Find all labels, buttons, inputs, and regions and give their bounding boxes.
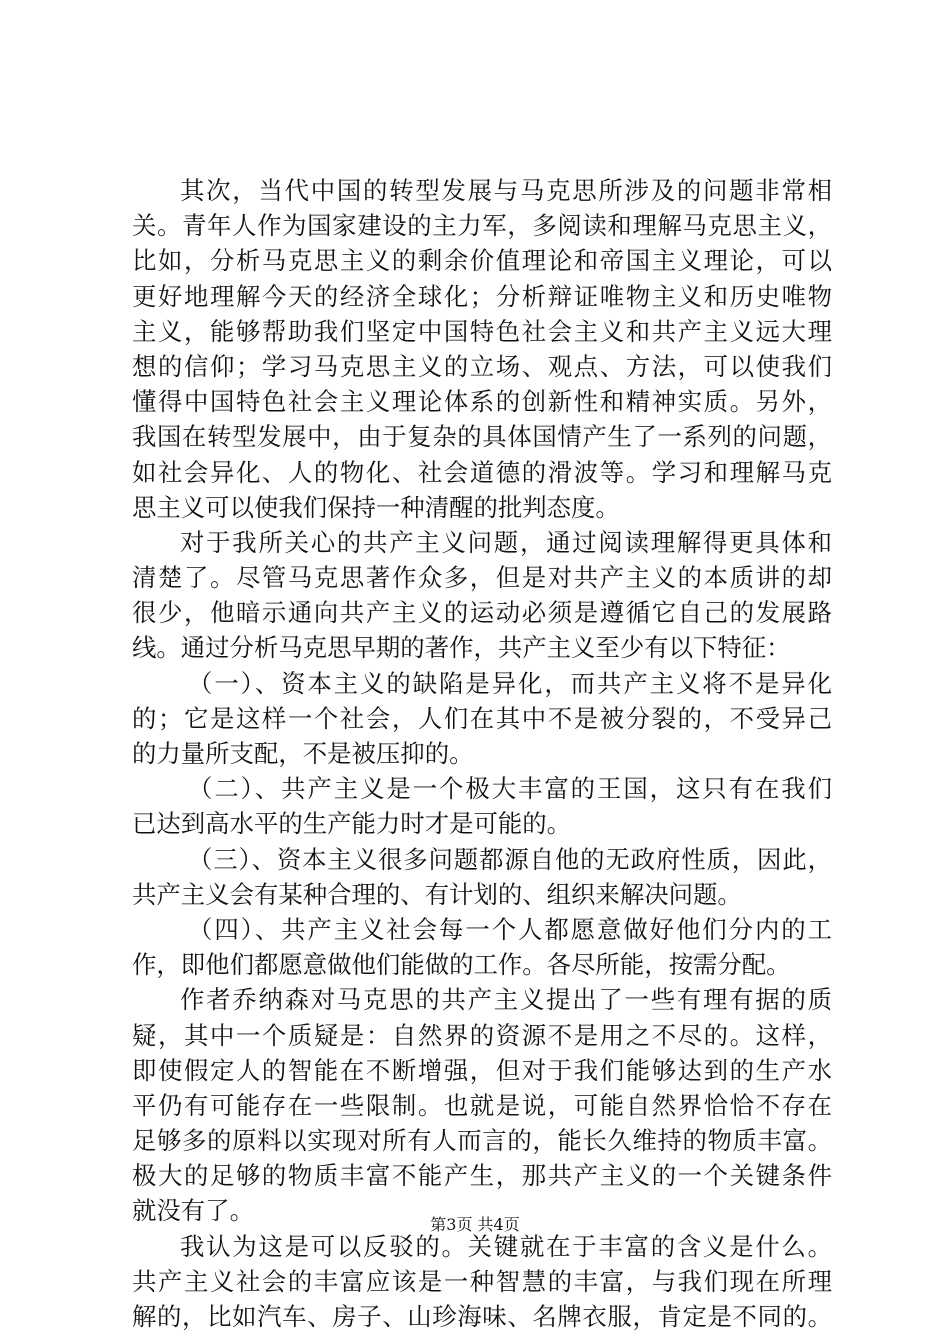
text-line: 即使假定人的智能在不断增强，但对于我们能够达到的生产水 (132, 1055, 832, 1085)
page-number-footer: 第3页 共4页 (430, 1215, 520, 1234)
text-line: 的；它是这样一个社会，人们在其中不是被分裂的，不受异己 (132, 703, 832, 733)
text-line: 我认为这是可以反驳的。关键就在于丰富的含义是什么。 (180, 1231, 832, 1261)
text-line: 共产主义社会的丰富应该是一种智慧的丰富，与我们现在所理 (132, 1266, 832, 1296)
text-line: 对于我所关心的共产主义问题，通过阅读理解得更具体和 (180, 527, 832, 557)
text-line: 线。通过分析马克思早期的著作，共产主义至少有以下特征： (132, 633, 791, 663)
text-line: 比如，分析马克思主义的剩余价值理论和帝国主义理论，可以 (132, 246, 832, 276)
text-line: 极大的足够的物质丰富不能产生，那共产主义的一个关键条件 (132, 1161, 832, 1191)
text-line: 思主义可以使我们保持一种清醒的批判态度。 (132, 492, 620, 522)
text-line: 足够多的原料以实现对所有人而言的，能长久维持的物质丰富。 (132, 1126, 832, 1156)
document-body (132, 173, 832, 1334)
text-line: 懂得中国特色社会主义理论体系的创新性和精神实质。另外， (132, 387, 832, 417)
text-line: 就没有了。 (132, 1196, 254, 1226)
text-line: （二）、共产主义是一个极大丰富的王国，这只有在我们 (188, 774, 832, 804)
text-line: 如社会异化、人的物化、社会道德的滑波等。学习和理解马克 (132, 457, 832, 487)
text-line: 我国在转型发展中，由于复杂的具体国情产生了一系列的问题， (132, 422, 832, 452)
text-line: 解的，比如汽车、房子、山珍海味、名牌衣服，肯定是不同的。 (132, 1302, 832, 1331)
text-line: 关。青年人作为国家建设的主力军，多阅读和理解马克思主义， (132, 211, 832, 241)
text-line: 主义，能够帮助我们坚定中国特色社会主义和共产主义远大理 (132, 316, 832, 346)
text-line: 共产主义会有某种合理的、有计划的、组织来解决问题。 (132, 879, 742, 909)
text-line: （三）、资本主义很多问题都源自他的无政府性质，因此， (188, 844, 832, 874)
text-line: 清楚了。尽管马克思著作众多，但是对共产主义的本质讲的却 (132, 563, 832, 593)
text-line: （四）、共产主义社会每一个人都愿意做好他们分内的工 (188, 914, 832, 944)
text-line: 作者乔纳森对马克思的共产主义提出了一些有理有据的质 (180, 985, 832, 1015)
text-line: 作，即他们都愿意做他们能做的工作。各尽所能，按需分配。 (132, 950, 791, 980)
text-line: 平仍有可能存在一些限制。也就是说，可能自然界恰恰不存在 (132, 1090, 832, 1120)
text-line: 更好地理解今天的经济全球化；分析辩证唯物主义和历史唯物 (132, 281, 832, 311)
text-line: 已达到高水平的生产能力时才是可能的。 (132, 809, 572, 839)
text-line: （一）、资本主义的缺陷是异化，而共产主义将不是异化 (188, 668, 832, 698)
text-line: 的力量所支配，不是被压抑的。 (132, 739, 474, 768)
text-line: 想的信仰；学习马克思主义的立场、观点、方法，可以使我们 (132, 351, 832, 381)
text-line: 很少，他暗示通向共产主义的运动必须是遵循它自己的发展路 (132, 598, 832, 628)
text-line: 疑，其中一个质疑是：自然界的资源不是用之不尽的。这样， (132, 1020, 832, 1050)
text-line: 其次，当代中国的转型发展与马克思所涉及的问题非常相 (180, 176, 832, 205)
